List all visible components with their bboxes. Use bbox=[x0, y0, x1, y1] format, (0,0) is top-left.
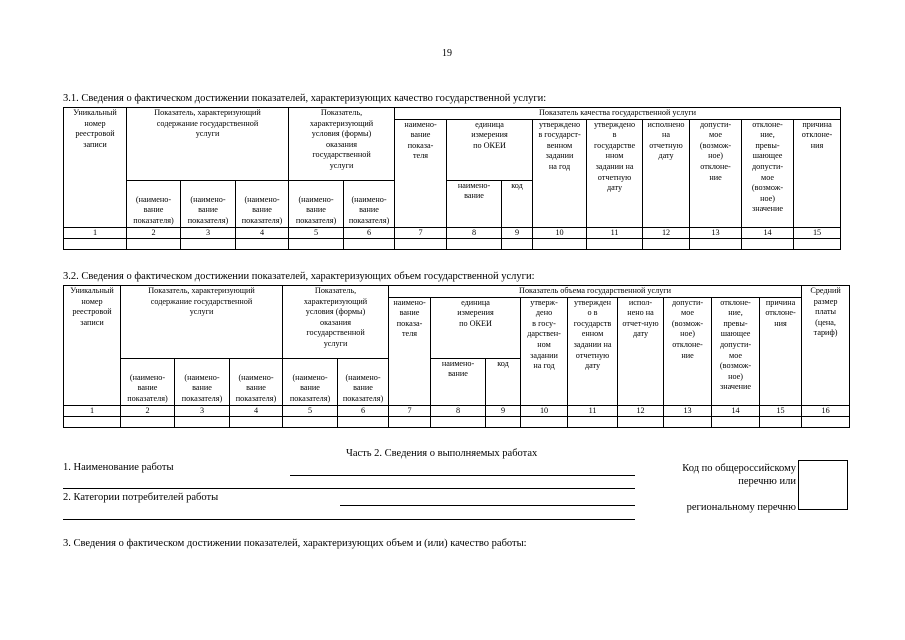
subheader-name: (наимено- вание показателя) bbox=[338, 358, 389, 405]
data-cell[interactable] bbox=[64, 417, 121, 428]
header-deviation-reason: причина отклоне- ния bbox=[794, 119, 841, 227]
quality-table-header-row bbox=[64, 108, 841, 120]
section-3-heading: 3. Сведения о фактическом достижении показателей, характеризующих объем и (или) качество работы: bbox=[63, 538, 527, 549]
data-cell[interactable] bbox=[181, 239, 236, 250]
data-cell[interactable] bbox=[389, 417, 431, 428]
data-cell[interactable] bbox=[587, 239, 643, 250]
header-deviation-reason: причина отклоне- ния bbox=[760, 297, 802, 405]
column-number: 12 bbox=[618, 405, 664, 417]
data-cell[interactable] bbox=[236, 239, 289, 250]
column-number: 5 bbox=[289, 227, 344, 239]
data-cell[interactable] bbox=[533, 239, 587, 250]
column-number: 2 bbox=[121, 405, 175, 417]
work-name-line bbox=[290, 475, 635, 476]
header-done: испол- нено на отчет-ную дату bbox=[618, 297, 664, 405]
data-cell[interactable] bbox=[486, 417, 521, 428]
subheader-unit-code: код bbox=[486, 358, 521, 405]
consumers-label: 2. Категории потребителей работы bbox=[63, 492, 219, 503]
data-cell[interactable] bbox=[64, 239, 127, 250]
column-number: 5 bbox=[283, 405, 338, 417]
column-number: 12 bbox=[643, 227, 690, 239]
subheader-name: (наимено- вание показателя) bbox=[121, 358, 175, 405]
subheader-name: (наимено- вание показателя) bbox=[230, 358, 283, 405]
section-3-2-heading: 3.2. Сведения о фактическом достижении показателей, характеризующих объем государственной услуги: bbox=[63, 271, 535, 282]
column-number: 3 bbox=[175, 405, 230, 417]
header-average-price: Средний размер платы (цена, тариф) bbox=[802, 286, 850, 406]
header-approved-date: утвержден о в государств енном задании на отчетную дату bbox=[568, 297, 618, 405]
column-number: 14 bbox=[712, 405, 760, 417]
subheader-name: (наимено- вание показателя) bbox=[283, 358, 338, 405]
registry-code-box[interactable] bbox=[798, 460, 848, 510]
registry-code-label: Код по общероссийскому перечню или региональному перечню bbox=[682, 463, 796, 513]
subheader-name: (наимено- вание показателя) bbox=[181, 180, 236, 227]
header-approved-year: утверждено в государст- венном задании на год bbox=[533, 119, 587, 227]
data-cell[interactable] bbox=[502, 239, 533, 250]
consumers-line bbox=[340, 505, 635, 506]
header-content-indicator: Показатель, характеризующий содержание государственной услуги bbox=[127, 108, 289, 181]
column-number: 9 bbox=[486, 405, 521, 417]
data-cell[interactable] bbox=[742, 239, 794, 250]
column-number: 6 bbox=[344, 227, 395, 239]
column-number: 6 bbox=[338, 405, 389, 417]
column-number: 7 bbox=[395, 227, 447, 239]
data-cell[interactable] bbox=[802, 417, 850, 428]
column-number: 16 bbox=[802, 405, 850, 417]
header-unique-number: Уникальный номер реестровой записи bbox=[64, 286, 121, 406]
data-cell[interactable] bbox=[121, 417, 175, 428]
column-number: 9 bbox=[502, 227, 533, 239]
volume-table-header-row bbox=[64, 286, 850, 298]
data-cell[interactable] bbox=[431, 417, 486, 428]
column-number: 13 bbox=[664, 405, 712, 417]
column-number: 15 bbox=[760, 405, 802, 417]
data-cell[interactable] bbox=[712, 417, 760, 428]
subheader-name: (наимено- вание показателя) bbox=[236, 180, 289, 227]
header-exceeding-deviation: отклоне- ние, превы- шающее допусти- мое (возмож- ное) значение bbox=[712, 297, 760, 405]
header-done: исполнено на отчетную дату bbox=[643, 119, 690, 227]
section-3-1-heading: 3.1. Сведения о фактическом достижении показателей, характеризующих качество государственной услуги: bbox=[63, 93, 547, 104]
data-cell[interactable] bbox=[447, 239, 502, 250]
column-numbers-row bbox=[64, 405, 850, 417]
data-row bbox=[64, 417, 850, 428]
data-cell[interactable] bbox=[760, 417, 802, 428]
column-number: 15 bbox=[794, 227, 841, 239]
column-number: 7 bbox=[389, 405, 431, 417]
column-number: 4 bbox=[236, 227, 289, 239]
column-numbers-row bbox=[64, 227, 841, 239]
header-unit-okei: единица измерения по ОКЕИ bbox=[447, 119, 533, 180]
subheader-name: (наимено- вание показателя) bbox=[175, 358, 230, 405]
data-cell[interactable] bbox=[344, 239, 395, 250]
data-cell[interactable] bbox=[395, 239, 447, 250]
subheader-name: (наимено- вание показателя) bbox=[289, 180, 344, 227]
consumers-line-2 bbox=[63, 519, 635, 520]
subheader-name: (наимено- вание показателя) bbox=[127, 180, 181, 227]
work-name-line-2 bbox=[63, 488, 635, 489]
subheader-name: (наимено- вание показателя) bbox=[344, 180, 395, 227]
data-cell[interactable] bbox=[175, 417, 230, 428]
subheader-unit-code: код bbox=[502, 180, 533, 227]
subheader-unit-name: наимено- вание bbox=[447, 180, 502, 227]
header-unit-okei: единица измерения по ОКЕИ bbox=[431, 297, 521, 358]
volume-table bbox=[63, 285, 850, 428]
header-condition-indicator: Показатель, характеризующий условия (формы) оказания государственной услуги bbox=[289, 108, 395, 181]
header-exceeding-deviation: отклоне- ние, превы- шающее допусти- мое (возмож- ное) значение bbox=[742, 119, 794, 227]
column-number: 10 bbox=[533, 227, 587, 239]
column-number: 2 bbox=[127, 227, 181, 239]
data-cell[interactable] bbox=[643, 239, 690, 250]
header-allowed-deviation: допусти- мое (возмож- ное) отклоне- ние bbox=[690, 119, 742, 227]
header-quality-indicator: Показатель качества государственной услуги bbox=[395, 108, 841, 120]
page-number: 19 bbox=[442, 48, 452, 59]
column-number: 11 bbox=[568, 405, 618, 417]
data-cell[interactable] bbox=[127, 239, 181, 250]
data-cell[interactable] bbox=[521, 417, 568, 428]
data-cell[interactable] bbox=[690, 239, 742, 250]
data-cell[interactable] bbox=[618, 417, 664, 428]
header-indicator-name: наимено- вание показа- теля bbox=[395, 119, 447, 227]
data-cell[interactable] bbox=[338, 417, 389, 428]
header-condition-indicator: Показатель, характеризующий условия (формы) оказания государственной услуги bbox=[283, 286, 389, 359]
header-unique-number: Уникальный номер реестровой записи bbox=[64, 108, 127, 228]
column-number: 8 bbox=[447, 227, 502, 239]
column-number: 3 bbox=[181, 227, 236, 239]
data-cell[interactable] bbox=[289, 239, 344, 250]
header-approved-date: утверждено в государстве нном задании на отчетную дату bbox=[587, 119, 643, 227]
column-number: 14 bbox=[742, 227, 794, 239]
column-number: 1 bbox=[64, 227, 127, 239]
data-cell[interactable] bbox=[794, 239, 841, 250]
work-name-label: 1. Наименование работы bbox=[63, 462, 174, 473]
header-approved-year: утверж- дено в госу- дарствен- ном задании на год bbox=[521, 297, 568, 405]
data-cell[interactable] bbox=[568, 417, 618, 428]
header-indicator-name: наимено- вание показа- теля bbox=[389, 297, 431, 405]
column-number: 4 bbox=[230, 405, 283, 417]
data-cell[interactable] bbox=[230, 417, 283, 428]
data-cell[interactable] bbox=[283, 417, 338, 428]
data-cell[interactable] bbox=[664, 417, 712, 428]
column-number: 11 bbox=[587, 227, 643, 239]
column-number: 1 bbox=[64, 405, 121, 417]
header-volume-indicator: Показатель объема государственной услуги bbox=[389, 286, 802, 298]
quality-table bbox=[63, 107, 841, 250]
header-content-indicator: Показатель, характеризующий содержание государственной услуги bbox=[121, 286, 283, 359]
data-row bbox=[64, 239, 841, 250]
column-number: 8 bbox=[431, 405, 486, 417]
part-2-title: Часть 2. Сведения о выполняемых работах bbox=[346, 448, 538, 459]
header-allowed-deviation: допусти- мое (возмож- ное) отклоне- ние bbox=[664, 297, 712, 405]
column-number: 13 bbox=[690, 227, 742, 239]
column-number: 10 bbox=[521, 405, 568, 417]
subheader-unit-name: наимено- вание bbox=[431, 358, 486, 405]
